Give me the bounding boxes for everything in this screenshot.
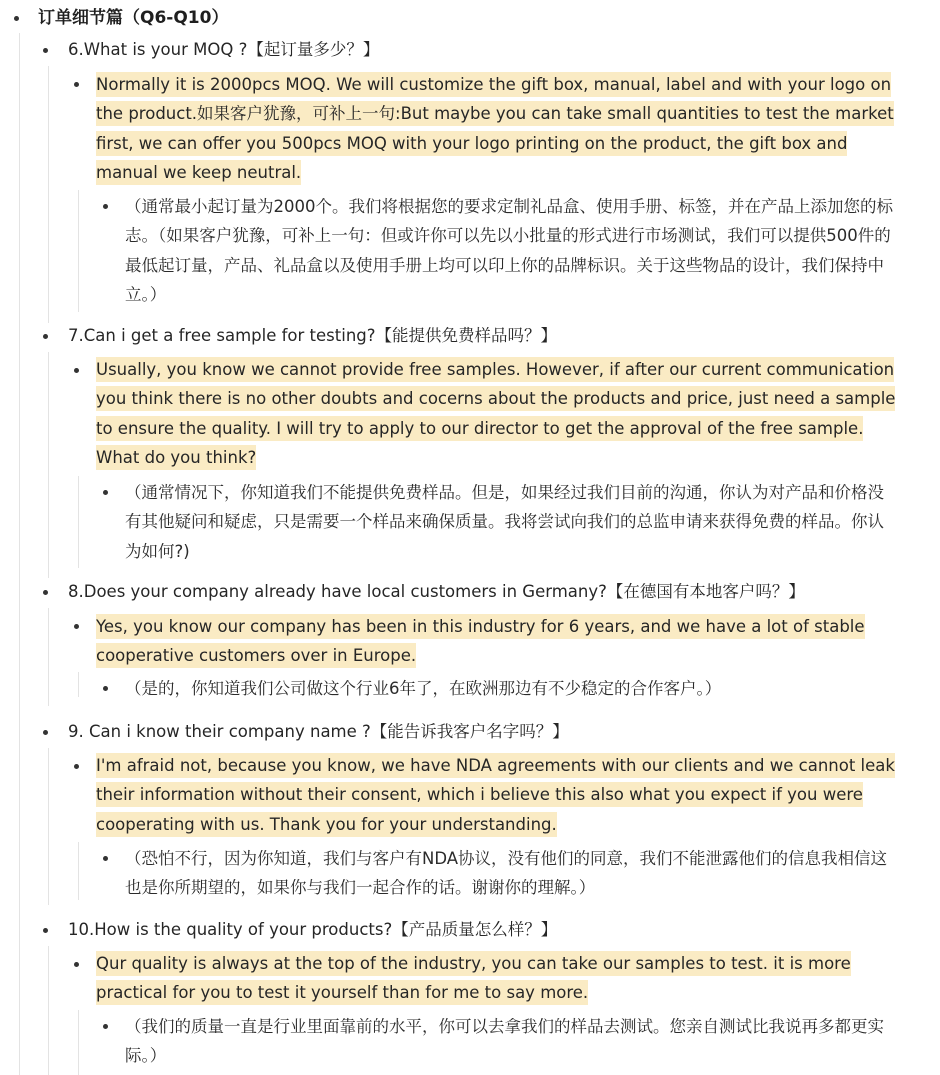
question-8: 8.Does your company already have local customers in Germany?【在德国有本地客户吗？】 xyxy=(68,582,805,601)
bullet-dot xyxy=(74,962,79,967)
translation-8: （是的，你知道我们公司做这个行业6年了，在欧洲那边有不少稳定的合作客户。） xyxy=(125,679,722,698)
question-10: 10.How is the quality of your products?【产品质量怎么样？】 xyxy=(68,920,558,939)
bullet-dot xyxy=(74,82,79,87)
answer-10 xyxy=(96,949,896,1008)
indent-guide xyxy=(48,352,49,578)
bullet-dot xyxy=(103,490,108,495)
answer-8 xyxy=(96,612,896,671)
translation-7: （通常情况下，你知道我们不能提供免费样品。但是，如果经过我们目前的沟通，你认为对产品和价格没有其他疑问和疑虑，只是需要一个样品来确保质量。我将尝试向我们的总监申请来获得免费的样品。你认为如何?) xyxy=(125,483,884,561)
answer-6-text: Normally it is 2000pcs MOQ. We will customize the gift box, manual, label and with your logo on the product.如果客户犹豫，可补上一句:But maybe you can take small quantities to test the market first, we can offer you 500pcs MOQ with your logo printing on the product, the gift box and manual we keep neutral. xyxy=(96,72,894,185)
bullet-dot xyxy=(14,16,19,21)
translation-10: （我们的质量一直是行业里面靠前的水平，你可以去拿我们的样品去测试。您亲自测试比我说再多都更实际。） xyxy=(125,1017,884,1066)
bullet-dot xyxy=(43,928,48,933)
translation-9: （恐怕不行，因为你知道，我们与客户有NDA协议，没有他们的同意，我们不能泄露他们的信息我相信这也是你所期望的，如果你与我们一起合作的话。谢谢你的理解。） xyxy=(125,849,888,898)
bullet-dot xyxy=(103,204,108,209)
section-heading: 订单细节篇（Q6-Q10） xyxy=(38,8,229,28)
indent-guide xyxy=(48,608,49,706)
question-6: 6.What is your MOQ ?【起订量多少？】 xyxy=(68,40,380,59)
answer-9-text: I'm afraid not, because you know, we have NDA agreements with our clients and we cannot leak their information without their consent, which i believe this also what you expect if you were cooperating with us. Thank you for your understanding. xyxy=(96,753,895,837)
bullet-dot xyxy=(74,764,79,769)
translation-6: （通常最小起订量为2000个。我们将根据您的要求定制礼品盒、使用手册、标签，并在产品上添加您的标志。（如果客户犹豫，可补上一句：但或许你可以先以小批量的形式进行市场测试，我们可以提供500件的最低起订量，产品、礼品盒以及使用手册上均可以印上你的品牌标识。关于这些物品的设计，我们保持中立。） xyxy=(125,197,893,304)
indent-guide xyxy=(48,748,49,905)
answer-6 xyxy=(96,70,896,187)
answer-9 xyxy=(96,751,896,839)
question-7: 7.Can i get a free sample for testing?【能提供免费样品吗？】 xyxy=(68,326,558,345)
bullet-dot xyxy=(103,686,108,691)
bullet-dot xyxy=(43,590,48,595)
answer-7 xyxy=(96,355,896,472)
indent-guide xyxy=(78,476,79,568)
indent-guide xyxy=(78,190,79,312)
bullet-dot xyxy=(74,368,79,373)
answer-7-text: Usually, you know we cannot provide free samples. However, if after our current communication you think there is no other doubts and cocerns about the products and price, just need a sample to ensure the quality. I will try to apply to our director to get the approval of the free sample. What do you think? xyxy=(96,357,895,470)
bullet-dot xyxy=(43,48,48,53)
indent-guide xyxy=(78,1010,79,1075)
indent-guide xyxy=(48,66,49,323)
bullet-dot xyxy=(103,1024,108,1029)
bullet-dot xyxy=(103,856,108,861)
bullet-dot xyxy=(74,624,79,629)
question-9: 9. Can i know their company name ?【能告诉我客户名字吗？】 xyxy=(68,722,569,741)
answer-10-text: Qur quality is always at the top of the industry, you can take our samples to test. it is more practical for you to test it yourself than for me to say more. xyxy=(96,951,851,1005)
indent-guide xyxy=(19,33,20,1075)
indent-guide xyxy=(78,672,79,697)
answer-8-text: Yes, you know our company has been in this industry for 6 years, and we have a lot of stable cooperative customers over in Europe. xyxy=(96,614,865,668)
bullet-dot xyxy=(43,730,48,735)
indent-guide xyxy=(78,842,79,900)
bullet-dot xyxy=(43,334,48,339)
indent-guide xyxy=(48,946,49,1075)
